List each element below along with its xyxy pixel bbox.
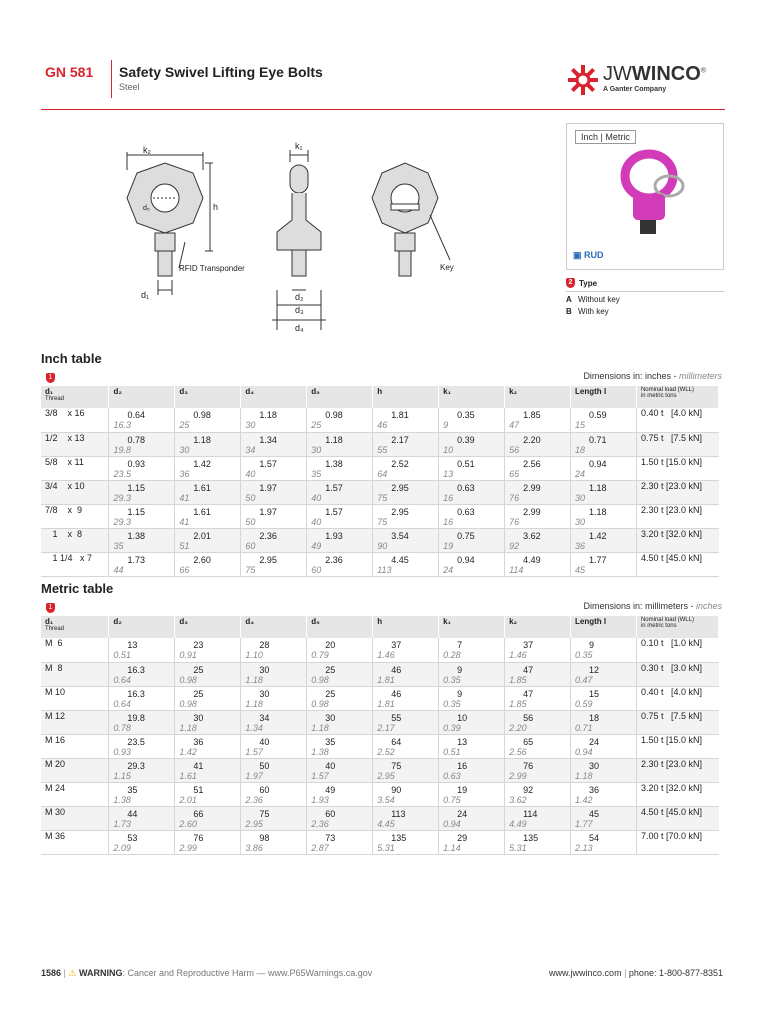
value-cell: 19.8 0.78 [109,710,175,734]
value-cell: 2.36 60 [307,552,373,576]
value-cell: 46 1.81 [373,662,439,686]
page-footer [41,968,723,979]
value-cell: 40 1.57 [241,734,307,758]
label-rfid: RFID Transponder [179,264,245,273]
load-cell: 2.30 t [23.0 kN] [636,758,718,782]
logo-tagline: A Ganter Company [603,86,667,93]
load-cell: 0.40 t [4.0 kN] [636,686,718,710]
load-cell: 2.30 t [23.0 kN] [636,504,718,528]
value-cell: 2.17 55 [373,432,439,456]
value-cell: 0.64 16.3 [109,408,175,432]
value-cell: 60 2.36 [307,806,373,830]
value-cell: 44 1.73 [109,806,175,830]
value-cell: 0.94 24 [439,552,505,576]
col-d2-header: d₂ [109,616,175,638]
value-cell: 65 2.56 [505,734,571,758]
table-row [41,408,719,432]
page-number: 1586 [41,968,62,978]
value-cell: 1.38 35 [307,456,373,480]
value-cell: 1.97 50 [241,480,307,504]
col-d1-header: d₁ Thread [41,386,109,408]
value-cell: 1.42 36 [571,528,637,552]
logo-wordmark: JWWINCO® [603,63,706,85]
value-cell: 54 2.13 [571,830,637,854]
thread-cell: M 36 [41,830,109,854]
value-cell: 0.35 9 [439,408,505,432]
thread-cell: M 10 [41,686,109,710]
col-length-header: Length l [571,616,637,638]
value-cell: 1.57 40 [307,504,373,528]
value-cell: 3.54 90 [373,528,439,552]
value-cell: 1.18 30 [571,480,637,504]
thread-cell: M 6 [41,638,109,662]
value-cell: 0.78 19.8 [109,432,175,456]
label-k1: k₁ [295,141,303,151]
thread-cell: 7/8 x 9 [41,504,109,528]
load-cell: 4.50 t [45.0 kN] [636,552,718,576]
col-k1-header: k₁ [439,616,505,638]
table-row [41,734,719,758]
thread-cell: M 24 [41,782,109,806]
value-cell: 1.97 50 [241,504,307,528]
value-cell: 19 0.75 [439,782,505,806]
load-cell: 0.40 t [4.0 kN] [636,408,718,432]
value-cell: 64 2.52 [373,734,439,758]
thread-cell: 1 x 8 [41,528,109,552]
value-cell: 23.5 0.93 [109,734,175,758]
value-cell: 0.59 15 [571,408,637,432]
inch-table-badge: 1 [46,373,55,383]
value-cell: 2.95 75 [241,552,307,576]
table-row [41,662,719,686]
value-cell: 37 1.46 [505,638,571,662]
value-cell: 92 3.62 [505,782,571,806]
value-cell: 2.99 76 [505,504,571,528]
value-cell: 35 1.38 [109,782,175,806]
load-cell: 3.20 t [32.0 kN] [636,782,718,806]
value-cell: 90 3.54 [373,782,439,806]
value-cell: 36 1.42 [175,734,241,758]
footer-left: 1586 | ⚠ WARNING: Cancer and Reproductive Harm — www.P65Warnings.ca.gov [41,968,373,978]
label-h: h [213,202,219,212]
value-cell: 16.3 0.64 [109,686,175,710]
value-cell: 135 5.31 [505,830,571,854]
value-cell: 98 3.86 [241,830,307,854]
unit-toggle[interactable]: Inch | Metric [575,130,636,144]
value-cell: 113 4.45 [373,806,439,830]
value-cell: 75 2.95 [373,758,439,782]
value-cell: 1.18 30 [175,432,241,456]
type-a: A Without key [566,295,620,304]
load-cell: 1.50 t [15.0 kN] [636,456,718,480]
value-cell: 76 2.99 [505,758,571,782]
thread-cell: M 20 [41,758,109,782]
value-cell: 55 2.17 [373,710,439,734]
warning-label: WARNING [78,968,123,978]
col-length-header: Length l [571,386,637,408]
value-cell: 51 2.01 [175,782,241,806]
product-code: GN 581 [45,64,94,80]
value-cell: 10 0.39 [439,710,505,734]
eye-bolt-photo [567,124,725,271]
table-row [41,830,719,854]
table-row [41,638,719,662]
load-cell: 1.50 t [15.0 kN] [636,734,718,758]
inch-table [41,386,719,577]
value-cell: 20 0.79 [307,638,373,662]
value-cell: 135 5.31 [373,830,439,854]
label-k2: k₂ [143,145,151,155]
inch-dimension-note: Dimensions in: inches - millimeters [583,371,722,381]
value-cell: 47 1.85 [505,662,571,686]
value-cell: 40 1.57 [307,758,373,782]
thread-cell: M 12 [41,710,109,734]
metric-dimension-note: Dimensions in: millimeters - inches [583,601,722,611]
value-cell: 16.3 0.64 [109,662,175,686]
col-k1-header: k₁ [439,386,505,408]
header-divider [111,60,112,98]
col-d5-header: d₅ [307,616,373,638]
label-d3: d₃ [295,305,304,315]
value-cell: 0.98 25 [307,408,373,432]
value-cell: 24 0.94 [439,806,505,830]
value-cell: 1.77 45 [571,552,637,576]
table-row [41,782,719,806]
value-cell: 1.61 41 [175,480,241,504]
value-cell: 0.71 18 [571,432,637,456]
table-row [41,710,719,734]
value-cell: 13 0.51 [109,638,175,662]
page-subtitle: Steel [119,82,140,92]
col-load-header: Nominal load (WLL) in metric tons [636,386,718,408]
table-row [41,552,719,576]
col-d4-header: d₄ [241,616,307,638]
value-cell: 30 1.18 [307,710,373,734]
value-cell: 30 1.18 [241,686,307,710]
label-key: Key [440,263,454,272]
value-cell: 1.93 49 [307,528,373,552]
value-cell: 25 0.98 [307,662,373,686]
value-cell: 49 1.93 [307,782,373,806]
col-d1-header: d₁ Thread [41,616,109,638]
value-cell: 37 1.46 [373,638,439,662]
load-cell: 7.00 t [70.0 kN] [636,830,718,854]
table-row [41,456,719,480]
label-d1: d₁ [141,290,150,300]
footer-right: www.jwwinco.com | phone: 1-800-877-8351 [549,968,723,978]
metric-table-badge: 1 [46,603,55,613]
thread-cell: 3/4 x 10 [41,480,109,504]
load-cell: 0.75 t [7.5 kN] [636,432,718,456]
value-cell: 2.95 75 [373,504,439,528]
value-cell: 2.60 66 [175,552,241,576]
load-cell: 0.10 t [1.0 kN] [636,638,718,662]
value-cell: 1.38 35 [109,528,175,552]
jwwinco-logo [565,58,725,100]
value-cell: 46 1.81 [373,686,439,710]
table-row [41,480,719,504]
value-cell: 0.39 10 [439,432,505,456]
value-cell: 1.18 30 [241,408,307,432]
value-cell: 75 2.95 [241,806,307,830]
col-h-header: h [373,386,439,408]
value-cell: 13 0.51 [439,734,505,758]
value-cell: 0.63 16 [439,504,505,528]
value-cell: 0.94 24 [571,456,637,480]
value-cell: 1.57 40 [241,456,307,480]
col-d4-header: d₄ [241,386,307,408]
warning-icon: ⚠ [68,968,77,978]
value-cell: 1.34 34 [241,432,307,456]
value-cell: 2.36 60 [241,528,307,552]
value-cell: 2.52 64 [373,456,439,480]
value-cell: 2.56 65 [505,456,571,480]
thread-cell: 5/8 x 11 [41,456,109,480]
value-cell: 35 1.38 [307,734,373,758]
value-cell: 50 1.97 [241,758,307,782]
type-legend [566,278,724,316]
value-cell: 25 0.98 [307,686,373,710]
value-cell: 0.51 13 [439,456,505,480]
value-cell: 3.62 92 [505,528,571,552]
table-row [41,686,719,710]
value-cell: 29.3 1.15 [109,758,175,782]
value-cell: 9 0.35 [439,686,505,710]
col-d2-header: d₂ [109,386,175,408]
thread-cell: M 30 [41,806,109,830]
value-cell: 2.20 56 [505,432,571,456]
value-cell: 41 1.61 [175,758,241,782]
value-cell: 56 2.20 [505,710,571,734]
value-cell: 66 2.60 [175,806,241,830]
value-cell: 1.18 30 [571,504,637,528]
table-row [41,432,719,456]
value-cell: 1.73 44 [109,552,175,576]
inch-table-title: Inch table [41,351,102,366]
col-d5-header: d₅ [307,386,373,408]
value-cell: 4.49 114 [505,552,571,576]
table-row [41,528,719,552]
load-cell: 4.50 t [45.0 kN] [636,806,718,830]
type-b: B With key [566,307,609,316]
value-cell: 47 1.85 [505,686,571,710]
thread-cell: 1 1/4 x 7 [41,552,109,576]
website-link[interactable]: www.jwwinco.com [549,968,622,978]
value-cell: 24 0.94 [571,734,637,758]
page-header [41,58,725,110]
load-cell: 0.30 t [3.0 kN] [636,662,718,686]
value-cell: 0.75 19 [439,528,505,552]
value-cell: 73 2.87 [307,830,373,854]
warning-text: : Cancer and Reproductive Harm — www.P65Warnings.ca.gov [122,968,373,978]
value-cell: 12 0.47 [571,662,637,686]
col-h-header: h [373,616,439,638]
phone-number: phone: 1-800-877-8351 [628,968,723,978]
thread-cell: M 16 [41,734,109,758]
value-cell: 18 0.71 [571,710,637,734]
value-cell: 34 1.34 [241,710,307,734]
value-cell: 25 0.98 [175,662,241,686]
value-cell: 2.95 75 [373,480,439,504]
table-row [41,806,719,830]
label-d5: d₅ [143,205,150,212]
col-d3-header: d₃ [175,616,241,638]
product-image-box [566,123,724,270]
value-cell: 15 0.59 [571,686,637,710]
value-cell: 0.98 25 [175,408,241,432]
thread-cell: M 8 [41,662,109,686]
value-cell: 9 0.35 [439,662,505,686]
value-cell: 1.81 46 [373,408,439,432]
value-cell: 0.93 23.5 [109,456,175,480]
winco-star-icon [567,64,599,96]
value-cell: 30 1.18 [571,758,637,782]
value-cell: 1.61 41 [175,504,241,528]
thread-cell: 3/8 x 16 [41,408,109,432]
value-cell: 45 1.77 [571,806,637,830]
col-d3-header: d₃ [175,386,241,408]
col-load-header: Nominal load (WLL) in metric tons [636,616,718,638]
technical-drawing [95,140,475,335]
value-cell: 4.45 113 [373,552,439,576]
value-cell: 28 1.10 [241,638,307,662]
value-cell: 29 1.14 [439,830,505,854]
label-d2: d₂ [295,292,304,302]
value-cell: 1.18 30 [307,432,373,456]
value-cell: 0.63 16 [439,480,505,504]
value-cell: 30 1.18 [241,662,307,686]
value-cell: 2.01 51 [175,528,241,552]
value-cell: 2.99 76 [505,480,571,504]
value-cell: 60 2.36 [241,782,307,806]
label-d4: d₄ [295,323,304,333]
value-cell: 25 0.98 [175,686,241,710]
load-cell: 3.20 t [32.0 kN] [636,528,718,552]
table-row [41,758,719,782]
value-cell: 1.15 29.3 [109,504,175,528]
value-cell: 36 1.42 [571,782,637,806]
value-cell: 53 2.09 [109,830,175,854]
value-cell: 16 0.63 [439,758,505,782]
page-title: Safety Swivel Lifting Eye Bolts [119,64,323,80]
type-head: 2 Type [566,278,724,292]
thread-cell: 1/2 x 13 [41,432,109,456]
value-cell: 76 2.99 [175,830,241,854]
load-cell: 0.75 t [7.5 kN] [636,710,718,734]
value-cell: 30 1.18 [175,710,241,734]
value-cell: 7 0.28 [439,638,505,662]
col-k2-header: k₂ [505,386,571,408]
rud-brand: ▣ RUD [573,250,604,260]
table-row [41,504,719,528]
col-k2-header: k₂ [505,616,571,638]
load-cell: 2.30 t [23.0 kN] [636,480,718,504]
value-cell: 1.57 40 [307,480,373,504]
value-cell: 1.42 36 [175,456,241,480]
metric-table-title: Metric table [41,581,114,596]
metric-table [41,616,719,855]
value-cell: 1.15 29.3 [109,480,175,504]
value-cell: 114 4.49 [505,806,571,830]
value-cell: 23 0.91 [175,638,241,662]
value-cell: 9 0.35 [571,638,637,662]
value-cell: 1.85 47 [505,408,571,432]
type-badge: 2 [566,278,575,288]
